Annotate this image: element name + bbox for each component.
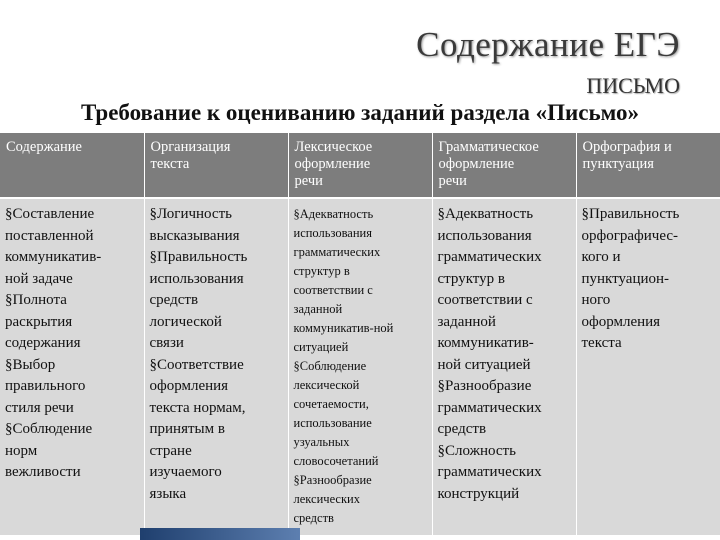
cell-line: использование <box>293 416 372 430</box>
cell-line: грамматических <box>437 399 542 416</box>
cell-line: §Полнота <box>5 292 67 308</box>
cell-line: §Соблюдение <box>293 359 367 373</box>
cell-line: лексической <box>293 378 360 392</box>
header-content <box>0 133 144 198</box>
cell-line: стране <box>149 442 192 459</box>
cell-line: языка <box>149 485 187 502</box>
cell-line: конструкций <box>437 485 520 502</box>
cell-line: ситуацией <box>293 340 349 354</box>
cell-line: изучаемого <box>149 464 222 480</box>
cell-line: поставленной <box>5 227 94 244</box>
cell-line: §Адекватность <box>293 207 374 221</box>
cell-lexical <box>288 198 432 535</box>
cell-text-organization <box>144 198 288 535</box>
cell-line: использования <box>437 227 532 244</box>
decorative-bar <box>140 528 300 540</box>
cell-line: высказывания <box>149 227 240 244</box>
table-heading: Требование к оцениванию заданий раздела «Письмо» <box>80 100 640 125</box>
table-row <box>0 198 720 535</box>
cell-line: заданной <box>437 313 496 330</box>
cell-line: пунктуацион- <box>581 270 670 287</box>
cell-line: средств <box>437 421 487 437</box>
cell-line: ной задаче <box>5 270 73 287</box>
cell-line: оформления <box>149 378 229 394</box>
cell-line: ной ситуацией <box>437 356 531 373</box>
cell-line: оформления <box>581 313 661 330</box>
cell-line: Грамматическое <box>438 139 539 155</box>
cell-line: раскрытия <box>5 313 73 330</box>
cell-line: текста <box>150 156 190 172</box>
cell-line: оформление <box>438 156 515 172</box>
cell-content <box>0 198 144 535</box>
cell-line: Орфография и <box>582 139 672 155</box>
cell-line: лексических <box>293 492 360 506</box>
cell-line: связи <box>149 335 184 351</box>
cell-line: норм <box>5 442 38 459</box>
cell-line: соответствии с <box>293 283 373 297</box>
header-spelling-punctuation <box>576 133 720 198</box>
cell-spelling-punctuation <box>576 198 720 535</box>
cell-line: §Соблюдение <box>5 421 93 437</box>
header-lexical <box>288 133 432 198</box>
cell-line: структур в <box>293 264 350 278</box>
cell-line: пунктуация <box>582 156 654 172</box>
header-text-organization <box>144 133 288 198</box>
cell-line: содержания <box>5 335 81 351</box>
cell-line: §Сложность <box>437 442 516 459</box>
table-header-row <box>0 133 720 198</box>
cell-line: коммуникатив-ной <box>293 321 394 335</box>
cell-line: кого и <box>581 249 621 265</box>
cell-line: текста нормам, <box>149 399 246 416</box>
cell-line: средств <box>293 511 334 525</box>
cell-line: §Адекватность <box>437 206 534 222</box>
cell-line: речи <box>438 173 467 189</box>
header-grammar <box>432 133 576 198</box>
cell-line: §Составление <box>5 206 95 222</box>
cell-grammar <box>432 198 576 535</box>
cell-line: коммуникатив- <box>5 249 102 265</box>
cell-line: вежливости <box>5 464 81 480</box>
cell-line: узуальных <box>293 435 350 449</box>
cell-line: орфографичес- <box>581 227 679 244</box>
cell-line: заданной <box>293 302 343 316</box>
cell-line: соответствии с <box>437 292 533 308</box>
cell-line: сочетаемости, <box>293 397 369 411</box>
cell-line: средств <box>149 292 199 308</box>
cell-line: Лексическое <box>294 139 373 155</box>
cell-line: структур в <box>437 270 505 287</box>
cell-line: §Правильность <box>581 206 680 222</box>
cell-line: словосочетаний <box>293 454 379 468</box>
cell-line: §Разнообразие <box>437 378 532 394</box>
cell-line: логической <box>149 313 222 330</box>
slide-title: Содержание ЕГЭ <box>416 25 680 64</box>
cell-line: использования <box>293 226 372 240</box>
cell-line: грамматических <box>293 245 381 259</box>
cell-line: принятым в <box>149 421 225 437</box>
cell-line: оформление <box>294 156 371 172</box>
assessment-table <box>0 133 720 535</box>
slide-subtitle: ПИСЬМО <box>586 73 680 98</box>
cell-line: §Логичность <box>149 206 232 222</box>
cell-line: стиля речи <box>5 399 74 416</box>
cell-line: правильного <box>5 378 86 394</box>
cell-line: грамматических <box>437 249 542 265</box>
cell-line: §Правильность <box>149 249 248 265</box>
cell-line: использования <box>149 270 244 287</box>
cell-line: Содержание <box>6 139 82 155</box>
cell-line: §Разнообразие <box>293 473 372 487</box>
cell-line: грамматических <box>437 464 542 480</box>
cell-line: ного <box>581 292 611 308</box>
cell-line: §Соответствие <box>149 356 244 373</box>
cell-line: §Выбор <box>5 356 56 373</box>
cell-line: речи <box>294 173 323 189</box>
cell-line: текста <box>581 335 622 351</box>
cell-line: Организация <box>150 139 231 155</box>
cell-line: коммуникатив- <box>437 335 534 351</box>
